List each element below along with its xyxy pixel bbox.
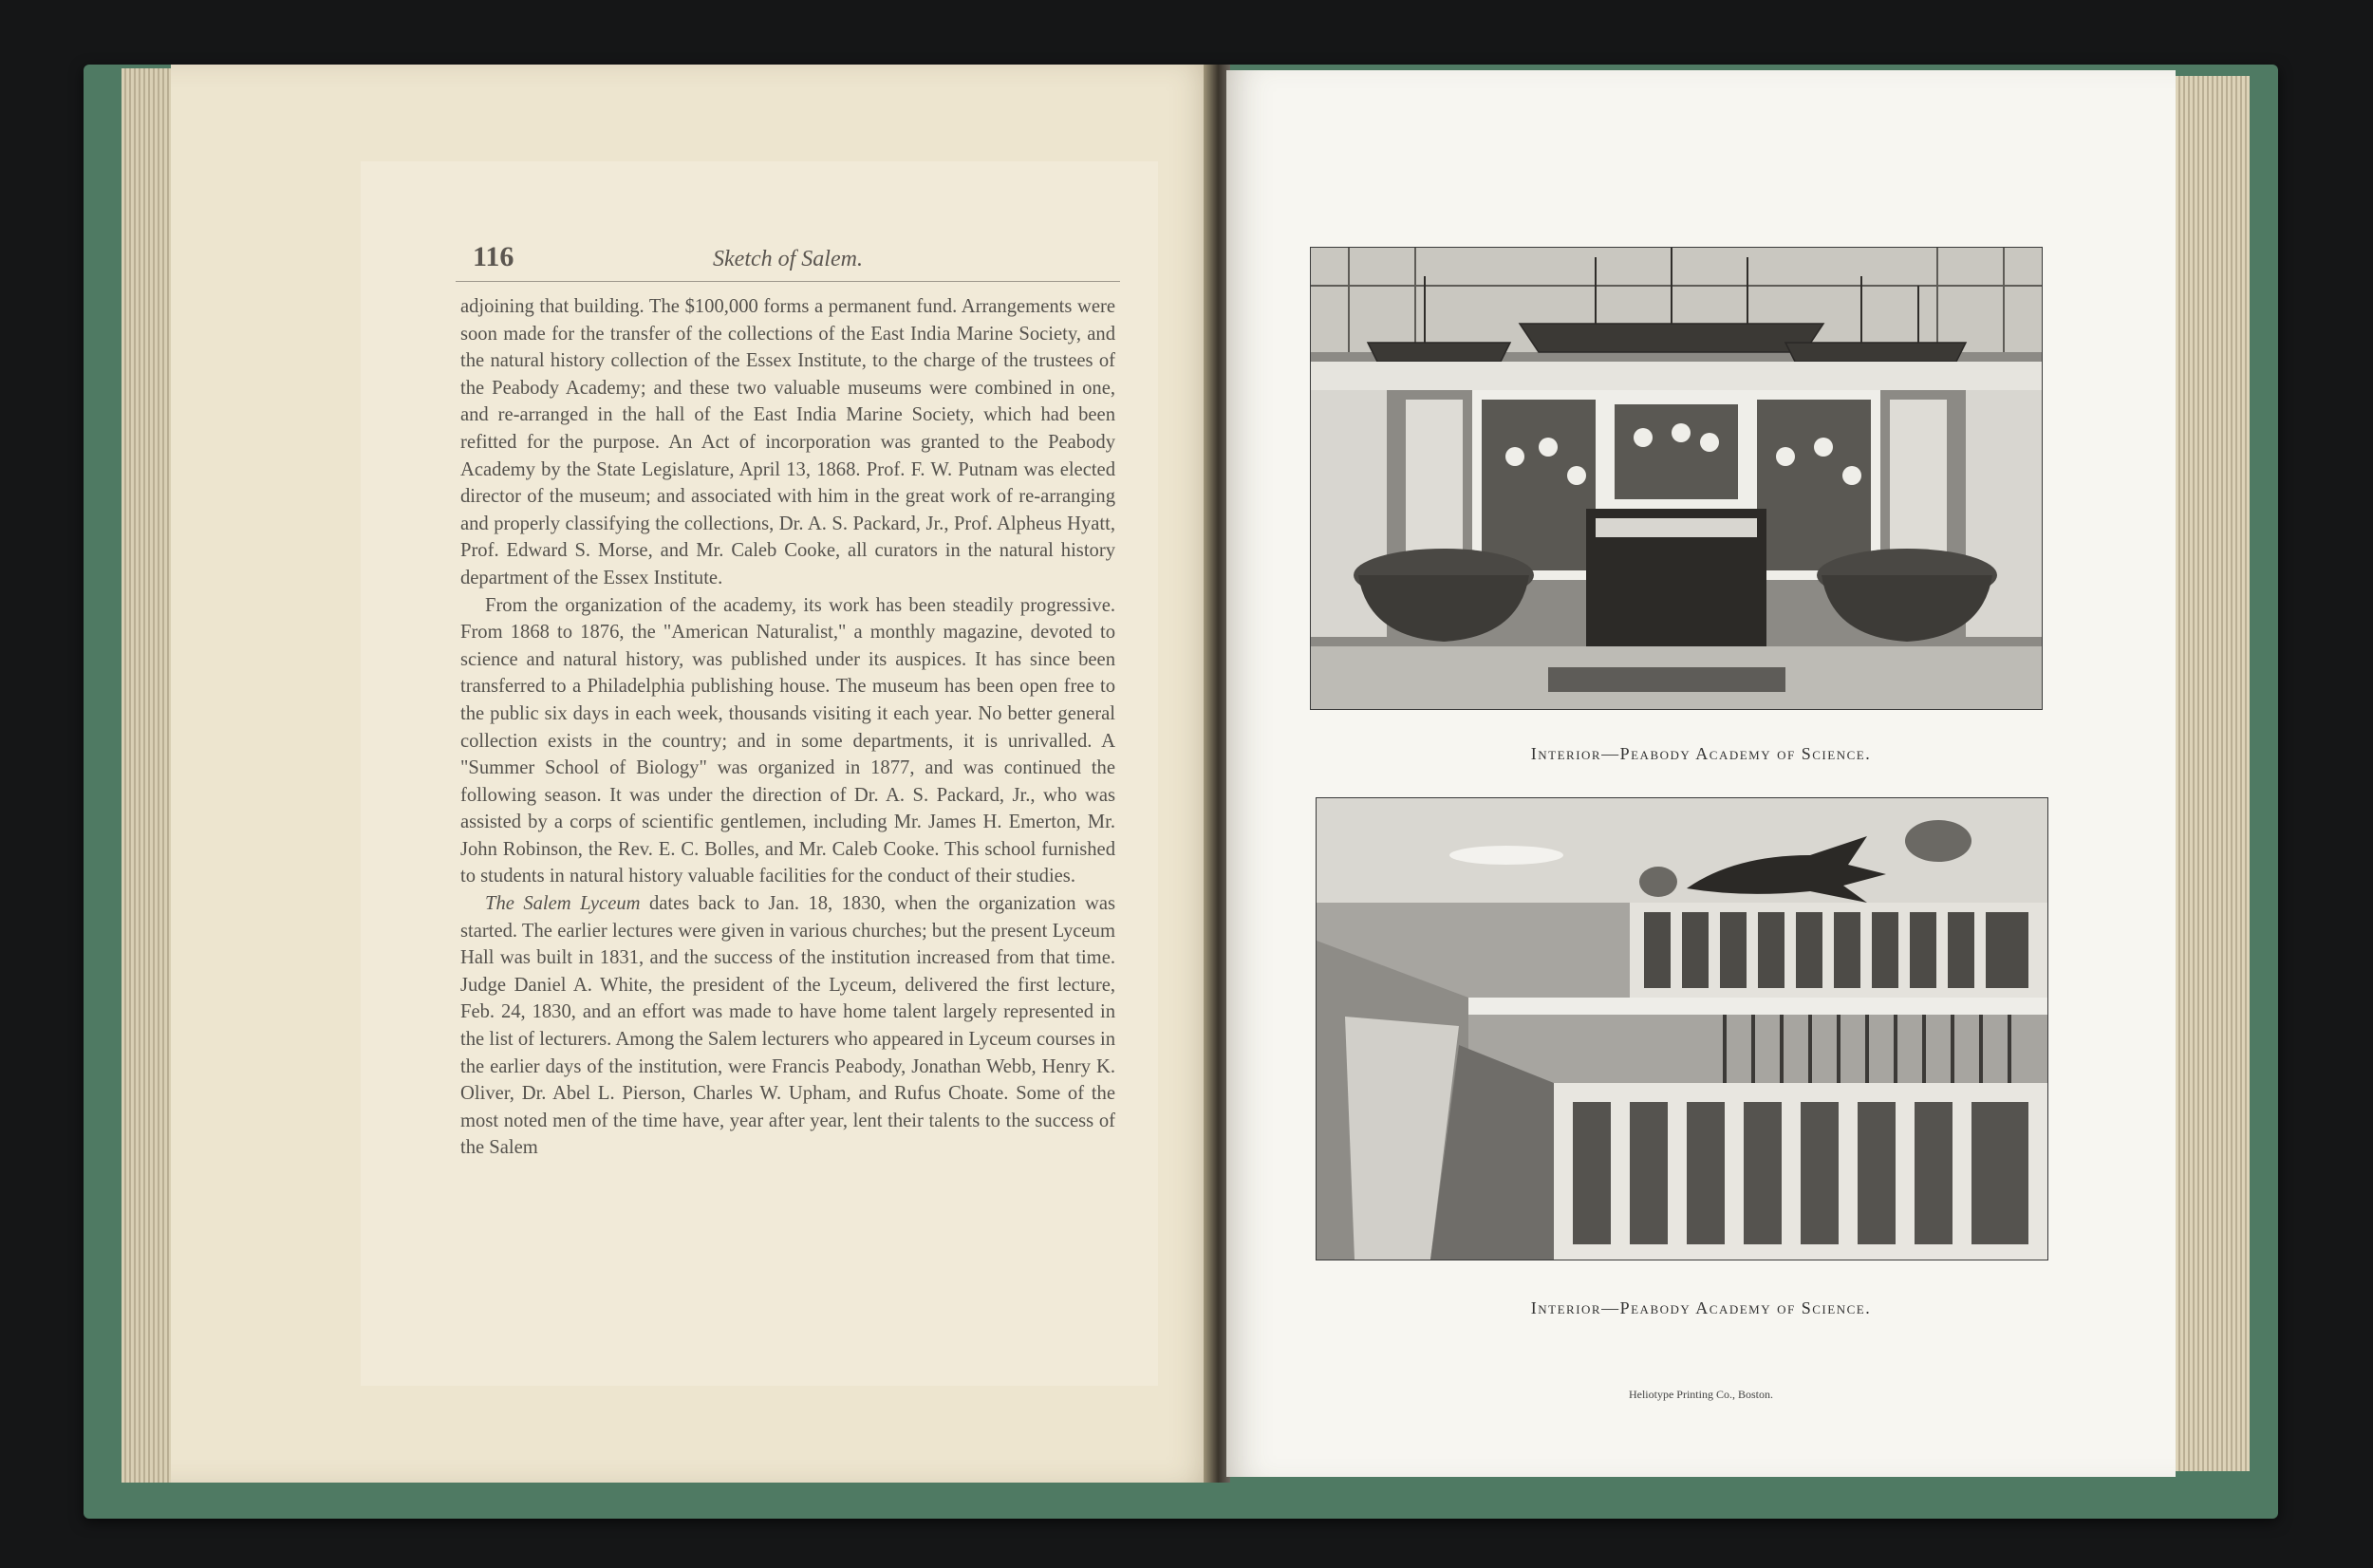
body-text — [456, 293, 1120, 1162]
photo-interior-gallery — [1316, 797, 2048, 1260]
paragraph-2: From the organization of the academy, its work has been steadily progressive. From 1868 to 1876, the "American Naturalist," a monthly magazine, devoted to science and natural history, was published under its auspices. It has since been transferred to a Philadelphia publishing house. The museum has been open free to the public six days in each week, thousands visiting it each year. No better general collection exists in the country; and in some departments, it is unrivalled. A "Summer School of Biology" was organized in 1877, and was continued the following season. It was under the direction of Dr. A. S. Packard, Jr., who was assisted by a corps of scientific gentlemen, including Mr. James H. Emerton, Mr. John Robinson, the Rev. E. C. Bolles, and Mr. Caleb Cooke. This school furnished to students in natural history valuable facilities for the conduct of their studies. — [460, 594, 1115, 887]
running-head — [456, 239, 1120, 282]
printer-credit: Heliotype Printing Co., Boston. — [1628, 1388, 1773, 1401]
page-edges-right — [2174, 76, 2250, 1471]
paragraph-1: adjoining that building. The $100,000 forms a permanent fund. Arrangements were soon made for the transfer of the collections of the East India Marine Society, and the natural history collection of the Essex Institute, to the charge of the trustees of the Peabody Academy; and these two valuable museums were combined in one, and re-arranged in the hall of the East India Marine Society, which had been refitted for the purpose. An Act of incorporation was granted to the Peabody Academy by the State Legislature, April 13, 1868. Prof. F. W. Putnam was elected director of the museum; and associated with him in the great work of re-arranging and properly classifying the collections, Dr. A. S. Packard, Jr., Prof. Alpheus Hyatt, Prof. Edward S. Morse, and Mr. Caleb Cooke, all curators in the natural history department of the Essex Institute. — [460, 296, 1115, 588]
lyceum-text: dates back to Jan. 18, 1830, when the organization was started. The earlier lectures were given in various churches; but the present Lyceum Hall was built in 1831, and the success of the institution increased from that time. Judge Daniel A. White, the president of the Lyceum, delivered the first lecture, Feb. 24, 1830, and an effort was made to have home talent largely represented in the list of lecturers. Among the Salem lecturers who appeared in Lyceum courses in the earlier days of the institution, were Francis Peabody, Jonathan Webb, Henry K. Oliver, Dr. Abel L. Pierson, Charles W. Upham, and Rufus Choate. Some of the most noted men of the time have, year after year, lent their talents to the success of the Salem — [460, 893, 1116, 1159]
lyceum-title: The Salem Lyceum — [485, 893, 641, 915]
paragraph-3 — [460, 890, 1115, 1162]
left-page-text — [456, 239, 1120, 1162]
photo-interior-hall — [1310, 247, 2043, 710]
caption-bottom: Interior—Peabody Academy of Science. — [1530, 1298, 1872, 1317]
running-title: Sketch of Salem. — [713, 247, 863, 271]
caption-top: Interior—Peabody Academy of Science. — [1530, 744, 1872, 763]
page-number: 116 — [473, 241, 514, 272]
